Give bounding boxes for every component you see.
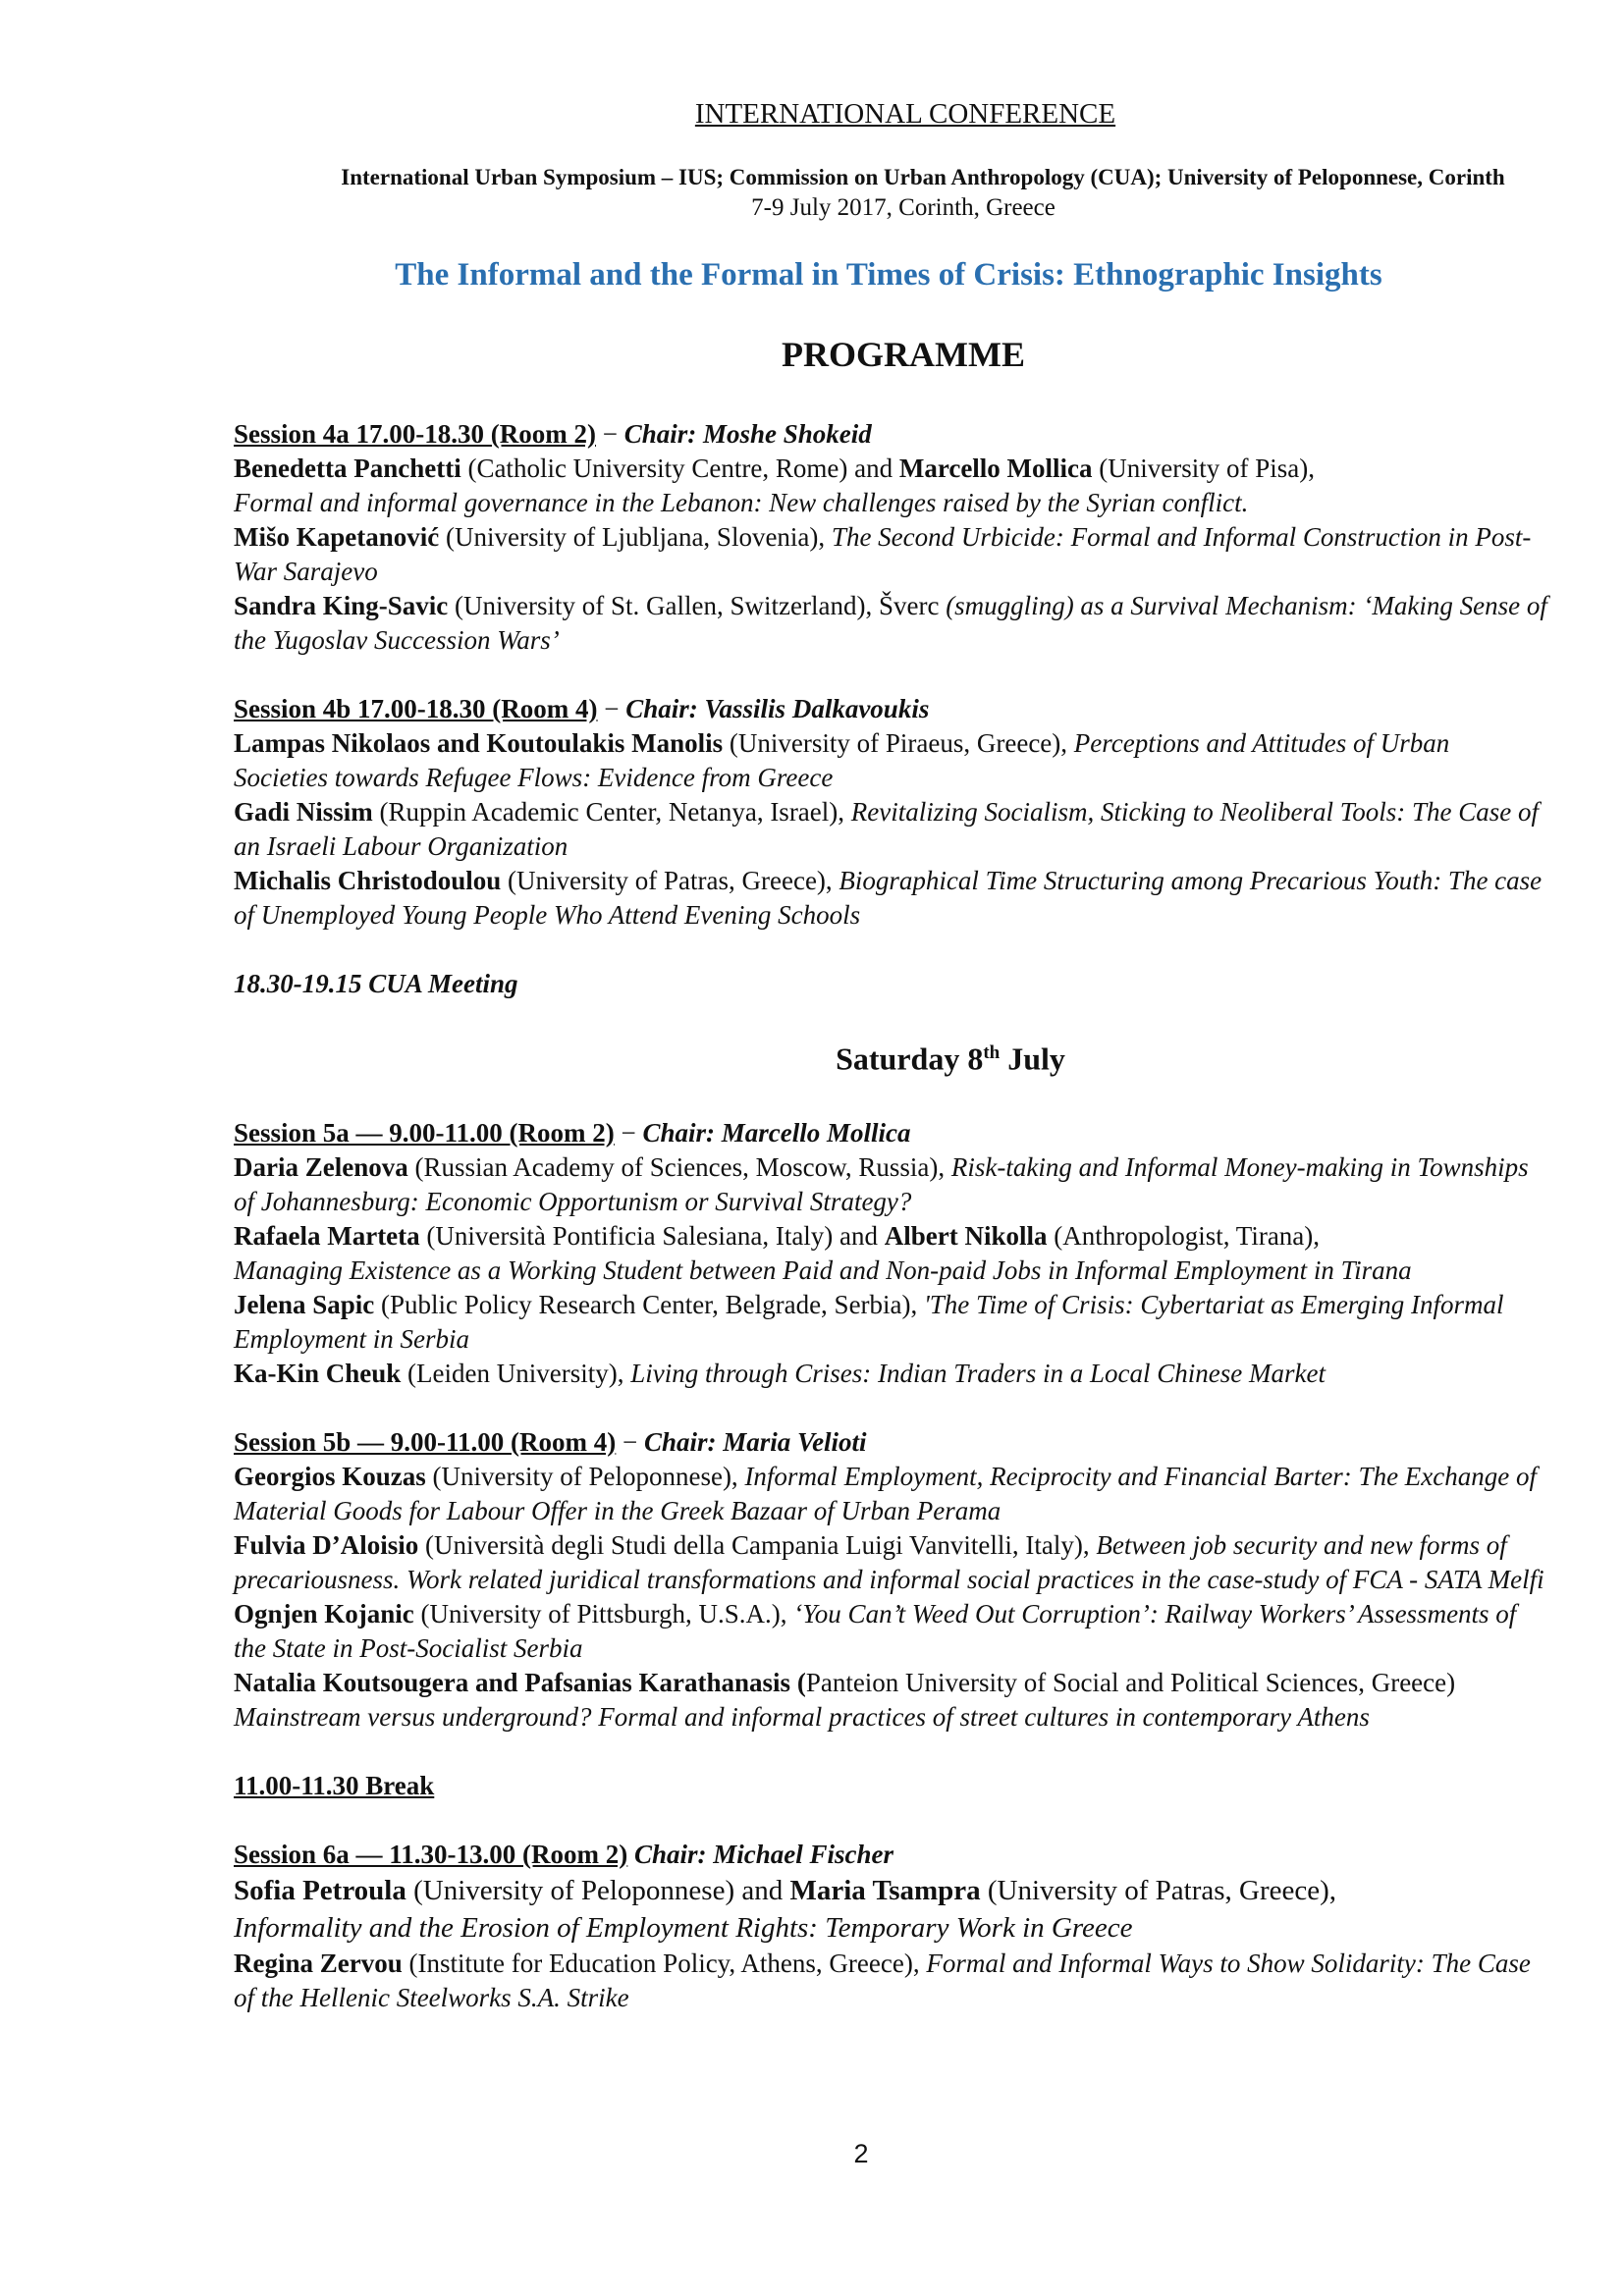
session-chair: Chair: Michael Fischer: [627, 1839, 894, 1869]
paper-entry: [234, 1150, 1549, 1219]
session-chair: Chair: Moshe Shokeid: [623, 419, 872, 449]
conference-theme: The Informal and the Formal in Times of Crisis: Ethnographic Insights: [395, 257, 1382, 293]
author-name: Michalis Christodoulou: [234, 866, 502, 895]
page-number: 2: [853, 2139, 869, 2168]
paper-entry: [234, 1666, 1549, 1735]
paper-title: Biographical Time Structuring among Precarious Youth: The case of Unemployed Young People Who Attend Evening Schools: [234, 866, 1543, 930]
author-name: Mišo Kapetanović: [234, 522, 440, 552]
paper-title: Revitalizing Socialism, Sticking to Neoliberal Tools: The Case of an Israeli Labour Organization: [234, 797, 1540, 861]
session-4b: [234, 692, 1549, 933]
text-segment: (University of Pittsburgh, U.S.A.),: [413, 1598, 794, 1629]
text-segment: (Public Policy Research Center, Belgrade, Serbia),: [374, 1289, 925, 1319]
organizers-line: International Urban Symposium – IUS; Commission on Urban Anthropology (CUA); University of Peloponnese, Corinth: [341, 165, 1505, 189]
author-name: Lampas Nikolaos and Koutoulakis Manolis: [234, 728, 724, 758]
paper-title: (smuggling) as a Survival Mechanism: ‘Making Sense of the Yugoslav Succession Wars’: [234, 591, 1547, 655]
text-segment: (University of St. Gallen, Switzerland), Šverc: [448, 591, 947, 620]
text-segment: (University of Patras, Greece),: [501, 866, 839, 895]
text-segment: (Institute for Education Policy, Athens, Greece),: [402, 1948, 927, 1978]
text-segment: Session 5a — 9.00-11.00 (Room 2): [234, 1117, 615, 1148]
paper-entry: [234, 864, 1549, 933]
session-chair: Chair: Vassilis Dalkavoukis: [625, 694, 930, 723]
author-name: Albert Nikolla: [884, 1220, 1048, 1251]
paper-entry: [234, 1597, 1549, 1666]
text-segment: (University of Peloponnese) and: [406, 1874, 790, 1906]
session-title: [234, 1116, 1549, 1150]
session-5b: [234, 1425, 1549, 1735]
session-4a: [234, 417, 1549, 658]
text-segment: (Russian Academy of Sciences, Moscow, Russia),: [407, 1151, 951, 1182]
paper-entry: [234, 520, 1549, 589]
author-name: Marcello Mollica: [898, 454, 1093, 483]
text-segment: (University of Piraeus, Greece),: [723, 728, 1074, 758]
text-segment: (University of Ljubljana, Slovenia),: [439, 522, 832, 552]
author-name: Daria Zelenova: [234, 1151, 408, 1182]
paper-title: Risk-taking and Informal Money-making in Townships of Johannesburg: Economic Opportunism or Survival Strategy?: [234, 1151, 1529, 1216]
text-segment: −: [602, 419, 618, 449]
paper-entry: [234, 1528, 1549, 1597]
author-name: Sofia Petroula: [234, 1874, 406, 1906]
paper-title: Informality and the Erosion of Employment Rights: Temporary Work in Greece: [234, 1911, 1133, 1944]
conference-heading: INTERNATIONAL CONFERENCE: [694, 98, 1116, 130]
session-5a: [234, 1116, 1549, 1391]
session-chair: Chair: Maria Velioti: [644, 1426, 867, 1457]
programme-heading: PROGRAMME: [782, 335, 1025, 374]
paper-entry: [234, 1872, 1549, 1947]
text-segment: (Leiden University),: [401, 1358, 631, 1388]
paper-entry: [234, 452, 1549, 520]
author-name: Benedetta Panchetti: [234, 454, 461, 483]
paper-title: 'The Time of Crisis: Cybertariat as Emerging Informal Employment in Serbia: [234, 1289, 1504, 1354]
author-name: Sandra King-Savic: [234, 591, 449, 620]
session-title: [234, 1838, 1549, 1872]
text-segment: Saturday 8: [836, 1041, 984, 1077]
session-chair: Chair: Marcello Mollica: [642, 1117, 911, 1148]
author-name: Maria Tsampra: [789, 1874, 981, 1906]
paper-entry: [234, 1288, 1549, 1357]
author-name: Regina Zervou: [234, 1948, 403, 1978]
paper-entry: [234, 795, 1549, 864]
paper-title: The Second Urbicide: Formal and Informal Construction in Post-War Sarajevo: [234, 522, 1532, 586]
text-segment: (Università degli Studi della Campania Luigi Vanvitelli, Italy),: [418, 1529, 1097, 1560]
paper-title: Living through Crises: Indian Traders in a Local Chinese Market: [630, 1358, 1326, 1388]
paper-title: Perceptions and Attitudes of Urban Societies towards Refugee Flows: Evidence from Greece: [234, 728, 1450, 792]
text-segment: −: [604, 694, 620, 723]
author-name: Ognjen Kojanic: [234, 1598, 414, 1629]
text-segment: (Catholic University Centre, Rome) and: [460, 454, 899, 483]
author-name: Jelena Sapic: [234, 1289, 375, 1319]
paper-title: Managing Existence as a Working Student between Paid and Non-paid Jobs in Informal Employment in Tirana: [234, 1255, 1412, 1285]
paper-entry: [234, 1357, 1549, 1391]
session-title: [234, 692, 1549, 726]
text-segment: −: [623, 1426, 638, 1457]
text-segment: Session 6a — 11.30-13.00 (Room 2): [234, 1839, 628, 1869]
text-segment: 11.00-11.30 Break: [234, 1770, 435, 1800]
author-name: Georgios Kouzas: [234, 1461, 426, 1491]
author-name: Gadi Nissim: [234, 797, 373, 827]
text-segment: (Ruppin Academic Center, Netanya, Israel),: [372, 797, 851, 827]
paper-entry: [234, 589, 1549, 658]
paper-title: Formal and Informal Ways to Show Solidarity: The Case of the Hellenic Steelworks S.A. Strike: [234, 1948, 1531, 2012]
text-segment: (Anthropologist, Tirana),: [1047, 1220, 1321, 1251]
text-segment: Panteion University of Social and Political Sciences, Greece): [805, 1667, 1456, 1697]
text-segment: July: [1000, 1041, 1065, 1077]
text-segment: Session 4b 17.00-18.30 (Room 4): [234, 694, 598, 723]
paper-entry: [234, 1947, 1549, 2015]
text-segment: (University of Peloponnese),: [425, 1461, 745, 1491]
paper-title: Informal Employment, Reciprocity and Financial Barter: The Exchange of Material Goods for Labour Offer in the Greek Bazaar of Urban Perama: [234, 1461, 1537, 1525]
text-segment: (University of Patras, Greece),: [980, 1874, 1336, 1906]
paper-entry: [234, 1460, 1549, 1528]
text-segment: −: [621, 1117, 636, 1148]
author-name: Ka-Kin Cheuk: [234, 1358, 402, 1388]
paper-entry: [234, 1219, 1549, 1288]
session-title: [234, 1425, 1549, 1460]
text-segment: (Università Pontificia Salesiana, Italy) and: [419, 1220, 885, 1251]
paper-entry: [234, 726, 1549, 795]
text-segment: Session 5b — 9.00-11.00 (Room 4): [234, 1426, 617, 1457]
author-name: Rafaela Marteta: [234, 1220, 420, 1251]
programme-content: [234, 417, 1549, 2050]
text-segment: th: [983, 1042, 1001, 1063]
session-6a: [234, 1838, 1549, 2015]
text-segment: Session 4a 17.00-18.30 (Room 2): [234, 419, 596, 449]
paper-title: Formal and informal governance in the Lebanon: New challenges raised by the Syrian conflict.: [234, 488, 1249, 517]
text-segment: (University of Pisa),: [1092, 454, 1316, 483]
author-name: Fulvia D’Aloisio: [234, 1529, 419, 1560]
paper-title: Mainstream versus underground? Formal and informal practices of street cultures in contemporary Athens: [234, 1701, 1370, 1732]
paper-title: Between job security and new forms of precariousness. Work related juridical transformations and informal social practices in the case-study of FCA - SATA Melfi: [234, 1529, 1544, 1594]
date-place-line: 7-9 July 2017, Corinth, Greece: [751, 194, 1056, 221]
session-title: [234, 417, 1549, 452]
day-heading: [234, 1036, 1549, 1077]
break-item: [234, 1769, 1549, 1803]
paper-title: ‘You Can’t Weed Out Corruption’: Railway Workers’ Assessments of the State in Post-Socialist Serbia: [234, 1598, 1517, 1663]
author-name: Natalia Koutsougera and Pafsanias Karathanasis (: [234, 1667, 806, 1697]
cua-meeting: 18.30-19.15 CUA Meeting: [234, 969, 518, 998]
